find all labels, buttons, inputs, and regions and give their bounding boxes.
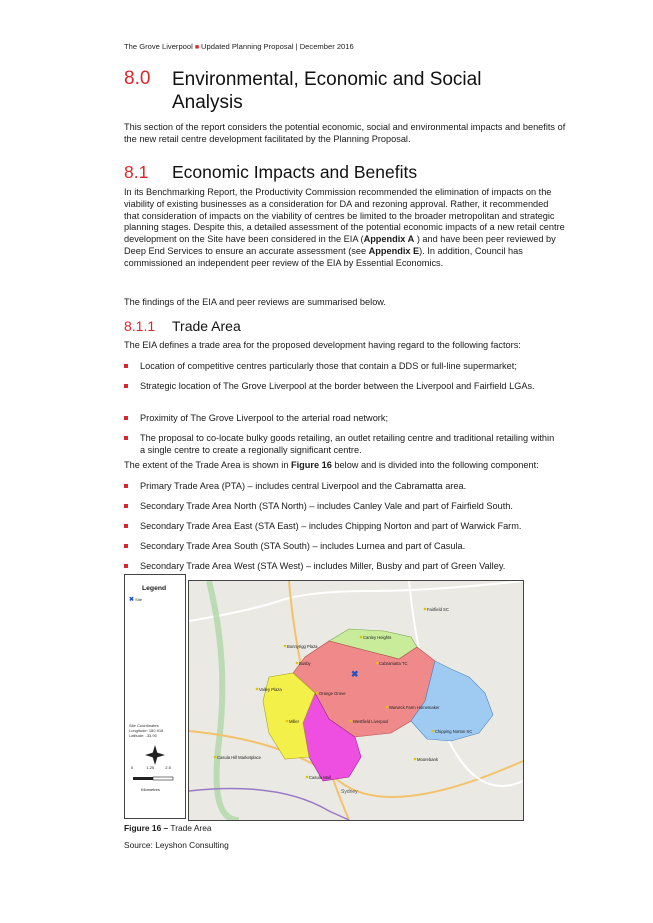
bullet-icon bbox=[124, 416, 128, 420]
economic-paragraph bbox=[124, 187, 566, 270]
figure-ref: Figure 16 bbox=[291, 460, 332, 470]
list-item-text: Secondary Trade Area North (STA North) – includes Canley Vale and part of Fairfield South. bbox=[140, 501, 513, 511]
site-coordinates bbox=[129, 723, 163, 738]
place-label: Busby bbox=[299, 661, 311, 666]
place-label: Warwick Farm Homemaker bbox=[389, 705, 440, 710]
bullet-icon bbox=[124, 524, 128, 528]
place-label: Miller bbox=[289, 719, 300, 724]
bullet-icon bbox=[124, 384, 128, 388]
para-text: ). In addition, Council has commissioned an independent peer review of the EIA by Essential Economics. bbox=[124, 245, 523, 268]
scale-mid: 1.25 bbox=[146, 765, 155, 770]
legend-site-label: Site bbox=[135, 597, 143, 602]
bullet-icon bbox=[124, 544, 128, 548]
lon-value: 150.918 bbox=[148, 728, 164, 733]
subsection-title: Economic Impacts and Benefits bbox=[172, 162, 418, 182]
header-separator-icon: ■ bbox=[194, 44, 200, 51]
list-item-text: Strategic location of The Grove Liverpool at the border between the Liverpool and Fairfield LGAs. bbox=[140, 381, 535, 391]
subsection-title: Trade Area bbox=[172, 318, 241, 334]
list-item-text: Proximity of The Grove Liverpool to the arterial road network; bbox=[140, 413, 389, 423]
lat-value: -33.90 bbox=[145, 733, 157, 738]
trade-area-figure bbox=[124, 574, 524, 819]
bullet-icon bbox=[124, 564, 128, 568]
para-text: The extent of the Trade Area is shown in bbox=[124, 460, 292, 470]
bullet-icon bbox=[124, 484, 128, 488]
scale-max: 2.5 bbox=[165, 765, 171, 770]
subsection-number: 8.1 bbox=[124, 162, 149, 182]
bullet-icon bbox=[124, 436, 128, 440]
place-label: Bonnyrigg Plaza bbox=[287, 644, 318, 649]
place-label: Casula Mall bbox=[309, 775, 331, 780]
running-header bbox=[124, 42, 354, 51]
trade-area-intro: The EIA defines a trade area for the proposed development having regard to the following factors: bbox=[124, 340, 521, 350]
section-title: Environmental, Economic and Social Analysis bbox=[172, 69, 482, 113]
map-graphic bbox=[189, 581, 523, 820]
appendix-e-ref: Appendix E bbox=[368, 245, 420, 256]
header-project: The Grove Liverpool bbox=[124, 42, 193, 51]
caption-text: Trade Area bbox=[168, 823, 212, 833]
scale-0: 0 bbox=[131, 765, 134, 770]
place-label: Canley Heights bbox=[363, 635, 392, 640]
site-marker-icon: ✖ bbox=[129, 597, 135, 603]
lat-label: Latitude: bbox=[129, 733, 145, 738]
place-label: Orange Grove bbox=[319, 691, 346, 696]
scale-bar bbox=[125, 771, 185, 785]
place-label: Westfield Liverpool bbox=[353, 719, 389, 724]
subsection-number: 8.1.1 bbox=[124, 318, 156, 334]
list-item-text: Primary Trade Area (PTA) – includes central Liverpool and the Cabramatta area. bbox=[140, 481, 467, 491]
place-label: Chipping Norton SC bbox=[435, 729, 473, 734]
list-item-text: Secondary Trade Area West (STA West) – includes Miller, Busby and part of Green Valley. bbox=[140, 561, 506, 571]
scale-labels bbox=[131, 765, 171, 770]
caption-label: Figure 16 – bbox=[124, 823, 169, 833]
extent-paragraph bbox=[124, 460, 566, 472]
place-label: Sydney bbox=[341, 789, 358, 795]
legend-title: Legend bbox=[142, 585, 167, 592]
list-item-text: Secondary Trade Area South (STA South) – includes Lurnea and part of Casula. bbox=[140, 541, 466, 551]
figure-caption bbox=[124, 823, 212, 833]
findings-paragraph: The findings of the EIA and peer reviews are summarised below. bbox=[124, 297, 386, 307]
header-rest: Updated Planning Proposal | December 2016 bbox=[201, 42, 354, 51]
section-intro: This section of the report considers the potential economic, social and environmental impacts and benefits of the new retail centre development facilitated by the Planning Proposal. bbox=[124, 122, 566, 144]
place-label: Cabramatta TC bbox=[379, 661, 408, 666]
bullet-icon bbox=[124, 504, 128, 508]
para-text: ) and have been peer reviewed by Deep End Services to ensure an accurate assessment (see bbox=[124, 234, 556, 256]
scale-unit: Kilometres bbox=[141, 787, 160, 792]
trade-area-map bbox=[188, 580, 524, 821]
bullet-icon bbox=[124, 364, 128, 368]
figure-source: Source: Leyshon Consulting bbox=[124, 840, 229, 850]
para-text: In its Benchmarking Report, the Productivity Commission recommended the elimination of impacts on the viability of existing businesses as a consideration for DA and rezoning approval. Rather, it recommended that consideration of impacts on the viability of centres be limited to the broader metropolitan and strategic planning stages. Despite this, a detailed assessment of the potential economic impacts of a new retail centre development on the Site have been considered in the EIA ( bbox=[124, 187, 565, 245]
list-item-text: Location of competitive centres particularly those that contain a DDS or full-line supermarket; bbox=[140, 361, 517, 371]
para-text: below and is divided into the following component: bbox=[331, 460, 539, 470]
list-item-text: Secondary Trade Area East (STA East) – includes Chipping Norton and part of Warwick Farm. bbox=[140, 521, 522, 531]
place-label: Casula Hill Marketplace bbox=[217, 755, 261, 760]
place-label: Fairfield SC bbox=[427, 607, 449, 612]
section-number: 8.0 bbox=[124, 68, 151, 89]
map-legend bbox=[124, 574, 186, 819]
coords-title: Site Coordinates bbox=[129, 723, 159, 728]
list-item-text: The proposal to co-locate bulky goods retailing, an outlet retailing centre and traditional retailing within a single centre to create a regionally significant centre. bbox=[140, 433, 555, 455]
place-label: Valley Plaza bbox=[259, 687, 282, 692]
place-label: Moorebank bbox=[417, 757, 438, 762]
appendix-a-ref: Appendix A bbox=[363, 234, 415, 245]
legend-site-entry bbox=[129, 596, 142, 603]
lon-label: Longitude: bbox=[129, 728, 148, 733]
site-marker-icon: ✖ bbox=[351, 669, 359, 679]
